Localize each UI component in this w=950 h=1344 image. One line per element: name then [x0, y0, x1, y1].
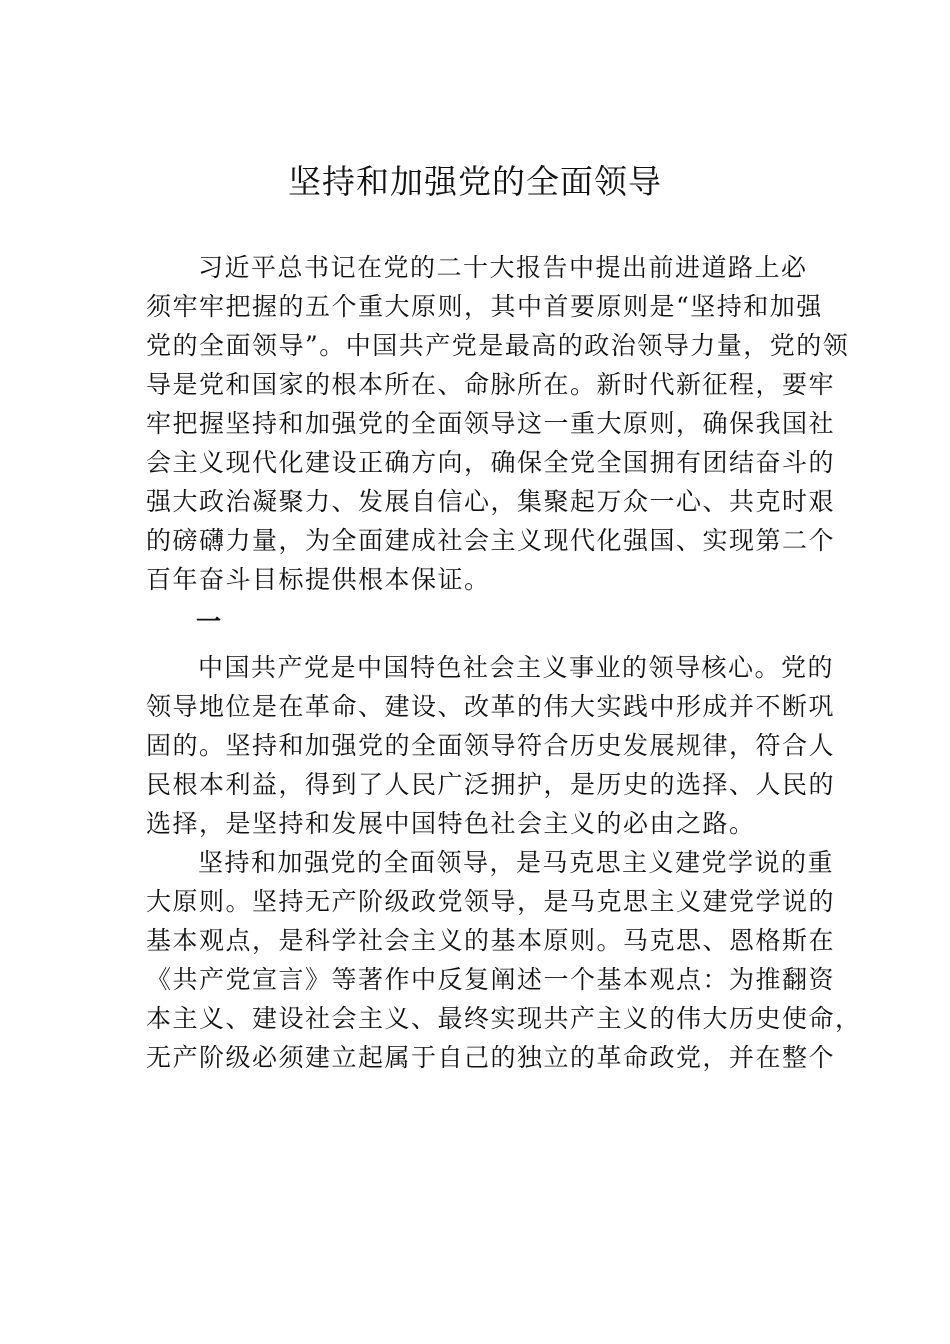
paragraph-line: 党的全面领导”。中国共产党是最高的政治领导力量，党的领 — [146, 331, 850, 360]
paragraph-line: 无产阶级必须建立起属于自己的独立的革命政党，并在整个 — [146, 1043, 836, 1072]
paragraph-line: 选择，是坚持和发展中国特色社会主义的必由之路。 — [146, 809, 756, 838]
paragraph-2 — [146, 648, 836, 843]
paragraph-line: 强大政治凝聚力、发展自信心，集聚起万众一心、共克时艰 — [146, 487, 836, 516]
section-number: 一 — [196, 607, 222, 636]
document-title: 坚持和加强党的全面领导 — [288, 162, 662, 201]
paragraph-line: 领导地位是在革命、建设、改革的伟大实践中形成并不断巩 — [146, 692, 836, 721]
paragraph-line: 牢把握坚持和加强党的全面领导这一重大原则，确保我国社 — [146, 409, 836, 438]
paragraph-line: 须牢牢把握的五个重大原则，其中首要原则是“坚持和加强 — [146, 292, 823, 321]
paragraph-line: 基本观点，是科学社会主义的基本原则。马克思、恩格斯在 — [146, 926, 836, 955]
paragraph-line: 百年奋斗目标提供根本保证。 — [146, 565, 491, 594]
paragraph-line: 会主义现代化建设正确方向，确保全党全国拥有团结奋斗的 — [146, 448, 836, 477]
paragraph-line: 固的。坚持和加强党的全面领导符合历史发展规律，符合人 — [146, 731, 836, 760]
paragraph-line: 中国共产党是中国特色社会主义事业的领导核心。党的 — [198, 653, 835, 682]
paragraph-line: 《共产党宣言》等著作中反复阐述一个基本观点：为推翻资 — [146, 965, 836, 994]
paragraph-line: 导是党和国家的根本所在、命脉所在。新时代新征程，要牢 — [146, 370, 836, 399]
paragraph-line: 习近平总书记在党的二十大报告中提出前进道路上必 — [198, 253, 808, 282]
paragraph-line: 本主义、建设社会主义、最终实现共产主义的伟大历史使命， — [146, 1004, 862, 1033]
paragraph-line: 的磅礴力量，为全面建成社会主义现代化强国、实现第二个 — [146, 526, 836, 555]
paragraph-3 — [146, 843, 862, 1077]
paragraph-line: 大原则。坚持无产阶级政党领导，是马克思主义建党学说的 — [146, 887, 836, 916]
paragraph-1 — [146, 248, 850, 599]
paragraph-line: 民根本利益，得到了人民广泛拥护，是历史的选择、人民的 — [146, 770, 836, 799]
paragraph-line: 坚持和加强党的全面领导，是马克思主义建党学说的重 — [198, 848, 835, 877]
